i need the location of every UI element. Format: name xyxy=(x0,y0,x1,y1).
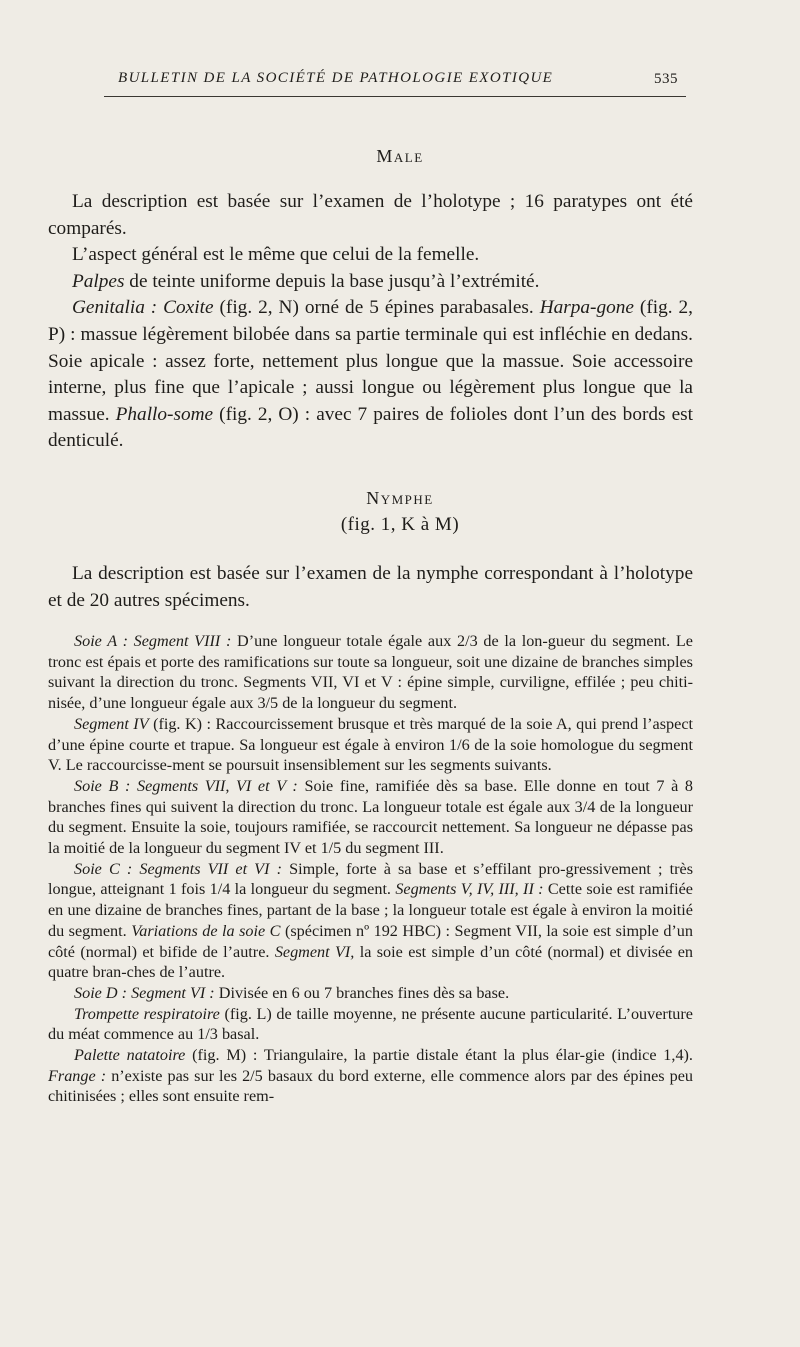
detail-soie-b: Soie B : Segments VII, VI et V : Soie fine, ramifiée dès sa base. Elle donne en tout 7 à 8 branches fines qui suivent la direction du tronc. La longueur totale est égale aux 3/4 de la longueur du segment. Ensuite la soie, toujours ramifiée, se raccourcit nettement. Sa longueur ne dépasse pas la moitié de la longueur du segment IV et 1/5 du segment III. xyxy=(48,776,693,858)
detail-segment-iv: Segment IV (fig. K) : Raccourcissement brusque et très marqué de la soie A, qui prend l’aspect d’une épine courte et trapue. Sa longueur est égale à environ 1/6 de la soie homologue du segment V. Le raccourcisse-ment se poursuit insensiblement sur les segments suivants. xyxy=(48,714,693,775)
male-paragraph-2: L’aspect général est le même que celui de la femelle. xyxy=(72,244,480,266)
nymph-paragraph-1: La description est basée sur l’examen de la nymphe correspondant à l’holotype et de 20 autres spécimens. xyxy=(48,563,693,611)
male-paragraph-4: Genitalia : Coxite (fig. 2, N) orné de 5 épines parabasales. Harpa-gone (fig. 2, P) : massue légèrement bilobée dans sa partie terminale qui est infléchie en dedans. Soie apicale : assez forte, nettement plus longue que la massue. Soie accessoire interne, plus fine que l’apicale ; aussi longue ou légèrement plus longue que la massue. Phallo-some (fig. 2, O) : avec 7 paires de folioles dont l’un des bords est denticulé. xyxy=(48,297,693,452)
section-title-male: Male xyxy=(376,146,424,166)
term-genitalia: Genitalia : Coxite xyxy=(72,297,214,319)
term-palpes: Palpes xyxy=(72,270,125,292)
journal-title: BULLETIN DE LA SOCIÉTÉ DE PATHOLOGIE EXOTIQUE xyxy=(118,70,554,86)
page-number: 535 xyxy=(654,71,678,87)
header-rule xyxy=(104,96,686,97)
nymph-details xyxy=(48,631,693,1107)
detail-palette: Palette natatoire (fig. M) : Triangulaire, la partie distale étant la plus élar-gie (indice 1,4). Frange : n’existe pas sur les 2/5 basaux du bord externe, elle commence alors par des épines peu chitinisées ; elles sont ensuite rem- xyxy=(48,1046,694,1106)
male-paragraph-1: La description est basée sur l’examen de l’holotype ; 16 paratypes ont été comparés. xyxy=(48,191,693,239)
detail-soie-a: Soie A : Segment VIII : D’une longueur totale égale aux 2/3 de la lon-gueur du segment. Le tronc est épais et porte des ramifications sur toute sa longueur, soit une dizaine de branches simples suivant la direction du tronc. Segments VII, VI et V : épine simple, curviligne, effilée ; peu chiti-nisée, d’une longueur égale aux 3/5 de la longueur du segment. xyxy=(48,632,693,713)
running-header xyxy=(118,70,678,94)
detail-soie-d: Soie D : Segment VI : Divisée en 6 ou 7 branches fines dès sa base. xyxy=(74,983,510,1002)
detail-soie-c: Soie C : Segments VII et VI : Simple, forte à sa base et s’effilant pro-gressivement ; très longue, atteignant 1 fois 1/4 la longueur du segment. Segments V, IV, III, II : Cette soie est ramifiée en une dizaine de branches fines, partant de la base ; la longueur totale est égale à environ la moitié du segment. Variations de la soie C (spécimen nº 192 HBC) : Segment VII, la soie est simple d’un côté (normal) et bifide de l’autre. Segment VI, la soie est simple d’un côté (normal) et divisée en quatre bran-ches de l’autre. xyxy=(48,859,693,982)
term-phallosome: Phallo-some xyxy=(115,403,214,425)
male-description xyxy=(48,189,693,455)
term-harpagone: Harpa-gone xyxy=(539,297,634,319)
detail-trompette: Trompette respiratoire (fig. L) de taille moyenne, ne présente aucune particularité. L’ouverture du méat commence au 1/3 basal. xyxy=(48,1004,693,1044)
section-title-nymph: Nymphe xyxy=(366,488,434,508)
male-paragraph-3: Palpes de teinte uniforme depuis la base jusqu’à l’extrémité. xyxy=(72,270,540,292)
nymph-description xyxy=(48,561,693,614)
section-subtitle-nymph: (fig. 1, K à M) xyxy=(340,514,460,535)
